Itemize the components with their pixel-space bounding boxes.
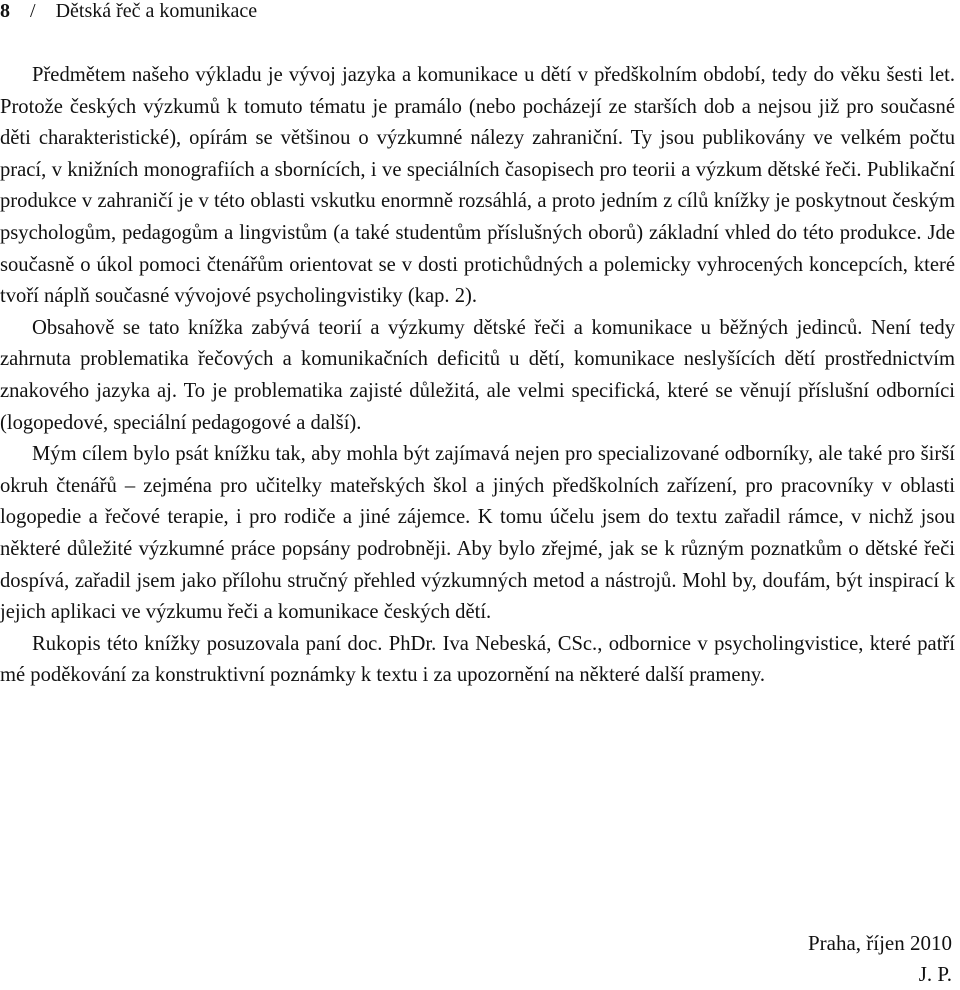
paragraph-goals: Mým cílem bylo psát knížku tak, aby mohla být zajímavá nejen pro specializované odborníky, ale také pro širší okruh čtenářů – zejména pro učitelky mateřských škol a jiných předškolních zařízení, pro pracovníky v oblasti logopedie a řečové terapie, i pro rodiče a jiné zájemce. K tomu účelu jsem do textu zařadil rámce, v nichž jsou některé důležité výzkumné práce popsány podrobněji. Aby bylo zřejmé, jak se k různým poznatkům o dětské řeči dospívá, zařadil jsem jako přílohu stručný přehled výzkumných metod a nástrojů. Mohl by, doufám, být inspirací k jejich aplikaci ve výzkumu řeči a komunikace českých dětí. (0, 443, 955, 624)
paragraph-intro: Předmětem našeho výkladu je vývoj jazyka a komunikace u dětí v předškolním období, tedy do věku šesti let. Protože českých výzkumů k tomuto tématu je pramálo (nebo pocházejí ze starších dob a nejsou již pro současné děti charakteristické), opírám se většinou o výzkumné nálezy zahraniční. Ty jsou publikovány ve velkém počtu prací, v knižních monografiích a sbornících, i ve speciálních časopisech pro teorii a výzkum dětské řeči. Publikační produkce v zahraničí je v této oblasti vskutku enormně rozsáhlá, a proto jedním z cílů knížky je poskytnout českým psychologům, pedagogům a lingvistům (a také studentům příslušných oborů) základní vhled do této produkce. Jde současně o úkol pomoci čtenářům orientovat se v dosti protichůdných a polemicky vyhrocených koncepcích, které tvoří náplň současné vývojové psycholingvistiky (kap. 2). (0, 64, 955, 308)
page-number: 8 (0, 0, 10, 22)
running-title: Dětská řeč a komunikace (55, 0, 258, 22)
header-separator: / (30, 0, 36, 22)
paragraph-acknowledgement: Rukopis této knížky posuzovala paní doc. PhDr. Iva Nebeská, CSc., odbornice v psycholingvistice, které patří mé poděkování za konstruktivní poznámky k textu i za upozornění na některé další prameny. (0, 632, 955, 687)
signature-block (808, 928, 952, 990)
preface-body (0, 60, 955, 692)
author-initials: J. P. (918, 962, 952, 986)
place-date: Praha, říjen 2010 (807, 931, 952, 955)
paragraph-scope: Obsahově se tato knížka zabývá teorií a výzkumy dětské řeči a komunikace u běžných jedinců. Není tedy zahrnuta problematika řečových a komunikačních deficitů u dětí, komunikace neslyšících dětí prostřednictvím znakového jazyka aj. To je problematika zajisté důležitá, ale velmi specifická, které se věnují příslušní odborníci (logopedové, speciální pedagogové a další). (0, 316, 955, 434)
running-header (0, 0, 257, 24)
